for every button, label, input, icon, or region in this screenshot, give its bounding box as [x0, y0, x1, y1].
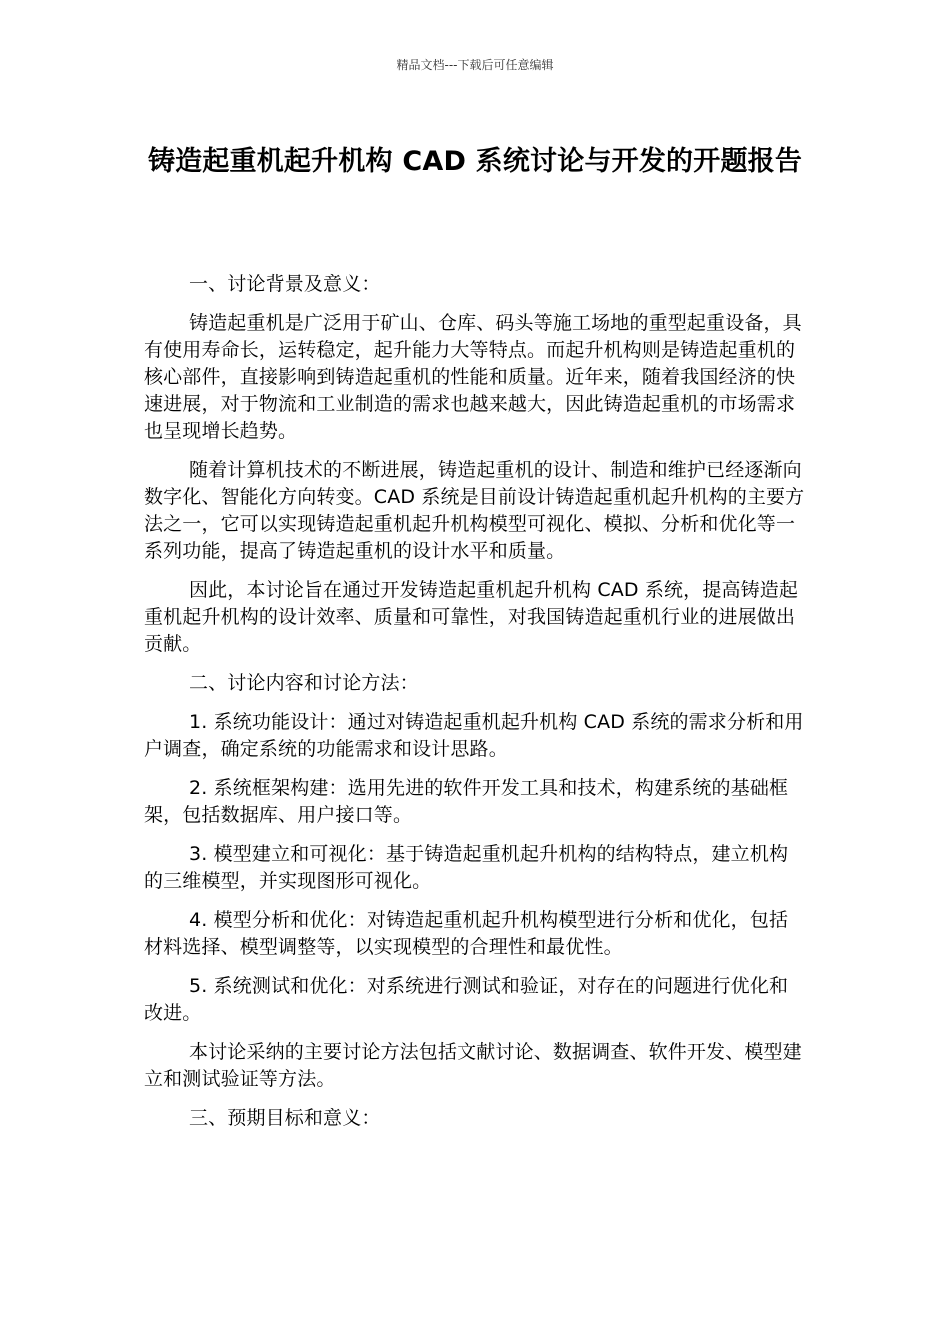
section-heading-content-methods: 二、讨论内容和讨论方法： — [189, 672, 419, 694]
section-heading-background: 一、讨论背景及意义： — [189, 273, 381, 295]
list-item: 4. 模型分析和优化：对铸造起重机起升机构模型进行分析和优化，包括材料选择、模型调整等，以实现模型的合理性和最优性。 — [144, 909, 789, 958]
paragraph: 因此，本讨论旨在通过开发铸造起重机起升机构 CAD 系统，提高铸造起重机起升机构的设计效率、质量和可靠性，对我国铸造起重机行业的进展做出贡献。 — [144, 579, 799, 655]
list-item: 5. 系统测试和优化：对系统进行测试和验证，对存在的问题进行优化和改进。 — [144, 975, 789, 1024]
paragraph: 本讨论采纳的主要讨论方法包括文献讨论、数据调查、软件开发、模型建立和测试验证等方法。 — [144, 1041, 802, 1090]
paragraph: 铸造起重机是广泛用于矿山、仓库、码头等施工场地的重型起重设备，具有使用寿命长，运转稳定，起升能力大等特点。而起升机构则是铸造起重机的核心部件，直接影响到铸造起重机的性能和质量。近年来，随着我国经济的快速进展，对于物流和工业制造的需求也越来越大，因此铸造起重机的市场需求也呈现增长趋势。 — [144, 312, 802, 442]
section-heading-goals: 三、预期目标和意义： — [189, 1107, 381, 1129]
document-title: 铸造起重机起升机构 CAD 系统讨论与开发的开题报告 — [147, 146, 803, 177]
paragraph: 随着计算机技术的不断进展，铸造起重机的设计、制造和维护已经逐渐向数字化、智能化方向转变。CAD 系统是目前设计铸造起重机起升机构的主要方法之一，它可以实现铸造起重机起升机构模型可视化、模拟、分析和优化等一系列功能，提高了铸造起重机的设计水平和质量。 — [144, 459, 805, 562]
list-item: 2. 系统框架构建：选用先进的软件开发工具和技术，构建系统的基础框架，包括数据库、用户接口等。 — [144, 777, 789, 826]
list-item: 1. 系统功能设计：通过对铸造起重机起升机构 CAD 系统的需求分析和用户调查，确定系统的功能需求和设计思路。 — [144, 711, 804, 760]
page-header-watermark: 精品文档---下载后可任意编辑 — [396, 58, 554, 72]
list-item: 3. 模型建立和可视化：基于铸造起重机起升机构的结构特点，建立机构的三维模型，并实现图形可视化。 — [144, 843, 789, 892]
document-body — [144, 271, 806, 1144]
